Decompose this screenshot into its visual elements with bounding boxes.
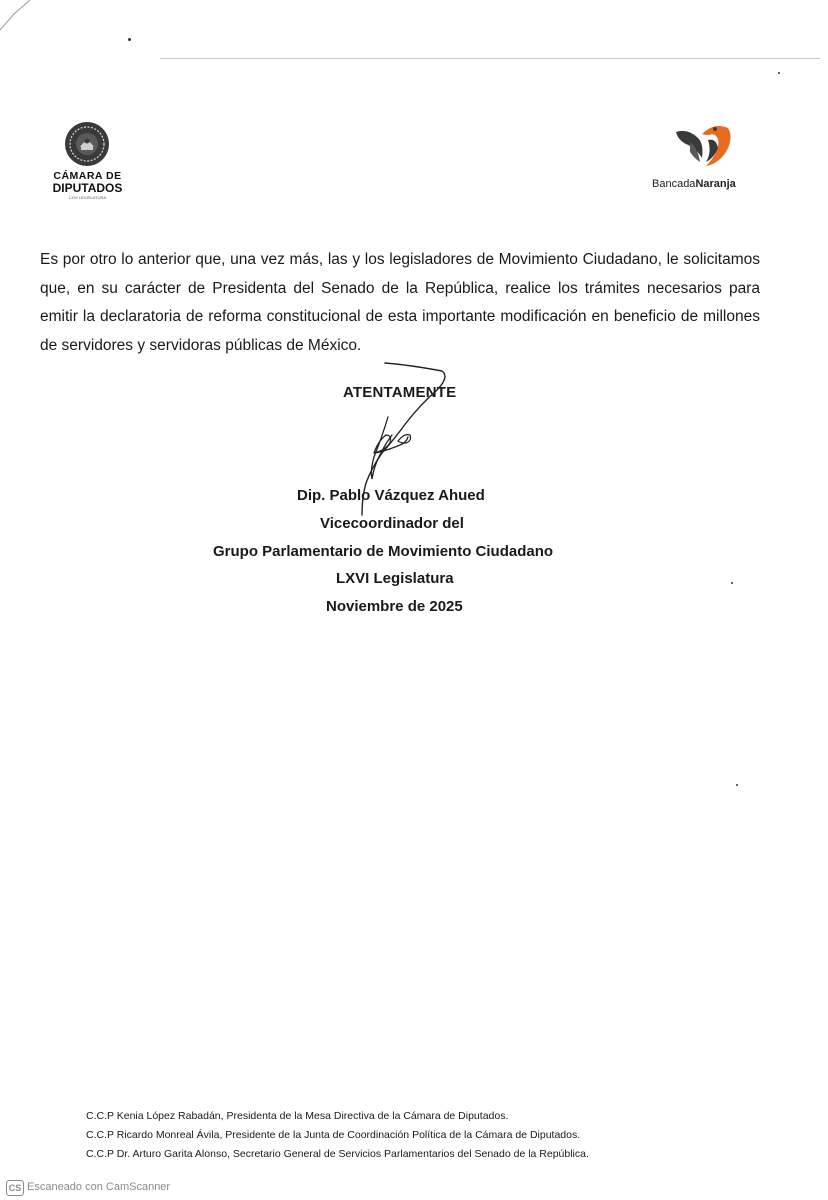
- camara-diputados-logo: [40, 118, 140, 208]
- bancada-label-part2: Naranja: [695, 178, 736, 190]
- signer-title1: Vicecoordinador del: [320, 515, 464, 532]
- logo-text-line2: DIPUTADOS: [52, 181, 123, 195]
- bancada-label-part1: Bancada: [652, 178, 696, 190]
- scan-speck: [736, 784, 738, 786]
- body-paragraph: Es por otro lo anterior que, una vez más, las y los legisladores de Movimiento Ciudadano, le solicitamos que, en su carácter de Presidenta del Senado de la República, realice los trámites necesarios para emitir la declaratoria de reforma constitucional de esta importante modificación en beneficio de millones de servidores y servidoras públicas de México.: [40, 251, 760, 354]
- camscanner-badge-icon: CS: [6, 1180, 24, 1196]
- watermark-text: Escaneado con CamScanner: [27, 1181, 171, 1193]
- signer-title2: Grupo Parlamentario de Movimiento Ciudadano: [213, 543, 554, 560]
- top-rule: [160, 58, 820, 59]
- chamber-seal-icon: [63, 120, 111, 168]
- signer-date: Noviembre de 2025: [326, 598, 463, 615]
- bancada-label: [652, 178, 736, 190]
- logo-text-line3: LXVI LEGISLATURA: [68, 195, 107, 200]
- scan-edge-artifact: [0, 0, 828, 60]
- scan-speck: [731, 582, 733, 584]
- signer-name: Dip. Pablo Vázquez Ahued: [297, 487, 485, 504]
- scanner-watermark: [0, 1176, 828, 1200]
- closing-word: ATENTAMENTE: [343, 384, 457, 401]
- ccp-item: C.C.P Dr. Arturo Garita Alonso, Secretario General de Servicios Parlamentarios del Senado de la República.: [86, 1148, 589, 1160]
- ccp-item: C.C.P Ricardo Monreal Ávila, Presidente de la Junta de Coordinación Política de la Cámara de Diputados.: [86, 1129, 581, 1141]
- logo-text-line1: CÁMARA DE: [53, 170, 122, 182]
- bancada-naranja-logo: [650, 118, 760, 198]
- scan-speck: [128, 38, 131, 41]
- signer-legislature: LXVI Legislatura: [336, 570, 454, 587]
- ccp-item: C.C.P Kenia López Rabadán, Presidenta de la Mesa Directiva de la Cámara de Diputados.: [86, 1110, 509, 1122]
- eagle-bird-icon: [668, 118, 738, 174]
- scan-speck: [778, 72, 780, 74]
